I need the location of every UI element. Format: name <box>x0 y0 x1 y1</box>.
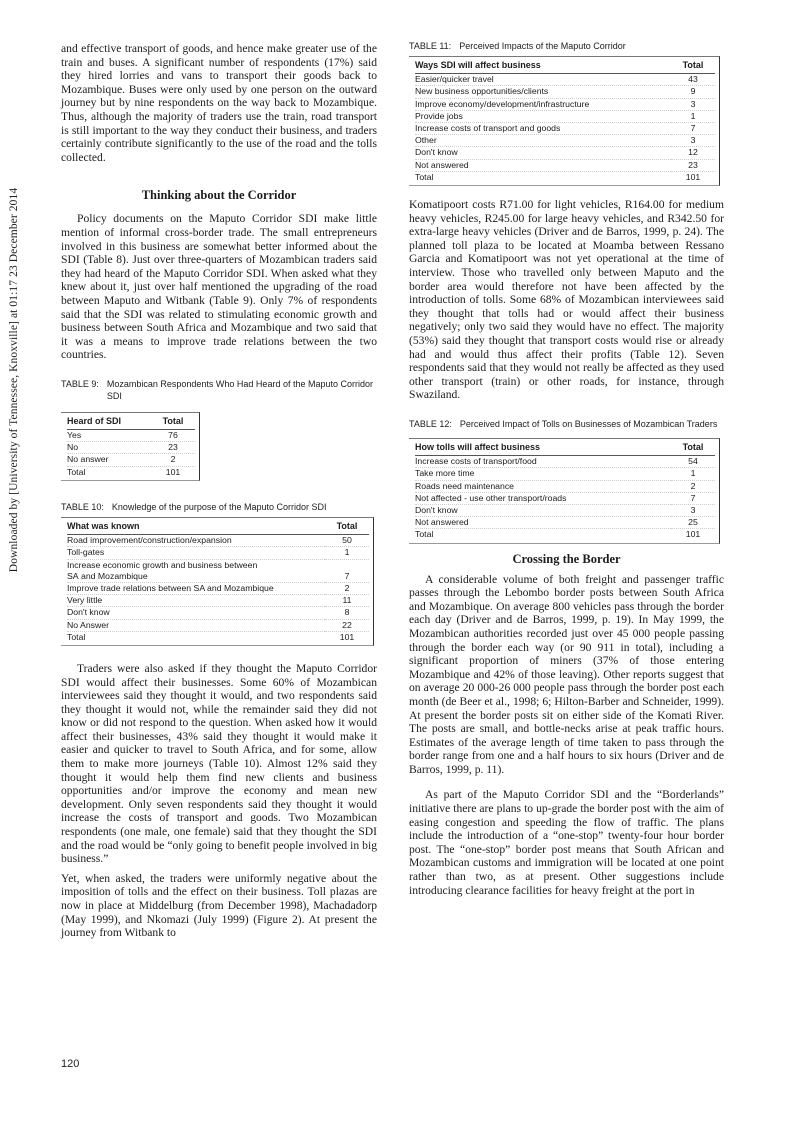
table-cell: 1 <box>325 547 369 559</box>
download-watermark <box>2 187 26 573</box>
table-cell: Total <box>67 631 86 642</box>
column-header: Total <box>671 60 715 74</box>
table-cell: Take more time <box>415 468 671 480</box>
table-cell: No <box>67 442 151 454</box>
paragraph: As part of the Maputo Corridor SDI and the “Borderlands” initiative there are plans to up-grade the border post with the aim of easing congestion and speeding the flow of traffic. The plans include the introduction of a “one-stop” twenty-four hour border post. The “one-stop” border post means that South African and Mozambican customs and immigration will be located at one point rather than two, as at present. Other suggestions include introducing clearance facilities for heavy freight at the port in <box>409 788 724 897</box>
table-header-row <box>415 442 715 456</box>
table-cell: Increase costs of transport/food <box>415 456 671 468</box>
table-row <box>415 135 715 147</box>
table-label: TABLE 9: <box>61 378 99 389</box>
table-row <box>67 631 369 643</box>
left-column <box>61 42 377 940</box>
table-header-row <box>67 416 195 430</box>
table-cell: Yes <box>67 430 151 442</box>
table-row <box>415 110 715 122</box>
column-header: Ways SDI will affect business <box>415 60 671 74</box>
table-cell: 101 <box>685 529 701 540</box>
table-cell: 12 <box>671 147 715 159</box>
table-cell: Improve economy/development/infrastructure <box>415 98 671 110</box>
table-caption-text: Knowledge of the purpose of the Maputo Corridor SDI <box>111 501 327 512</box>
table-cell: 2 <box>325 582 369 594</box>
table-9-caption <box>61 378 377 402</box>
page-number: 120 <box>61 1058 80 1070</box>
table-10 <box>61 517 374 646</box>
column-header: Heard of SDI <box>67 416 151 430</box>
table-row <box>67 547 369 559</box>
table-row <box>415 456 715 468</box>
download-note: Downloaded by [University of Tennessee, Knoxville] at 01:17 23 December 2014 <box>8 187 20 573</box>
table-row <box>67 619 369 631</box>
right-column <box>409 42 724 897</box>
table-row <box>67 442 195 454</box>
paragraph: A considerable volume of both freight and passenger traffic passes through the Lebombo border posts between South Africa and Mozambique. On average 800 vehicles pass through the border each day (Driver and de Barros, 1999, p. 19). In May 1999, the Mozambican authorities recorded just over 45 000 people passing through the border each way (or 90 911 in total), including a significant proportion of miners (37% of those entering Mozambique and 42% of those leaving). Other reports suggest that on average 20 000-26 000 people pass through the border post each month (de Beer et al., 1998; 6; Hilton-Barber and Schneider, 1999). At present the border posts sit on either side of the Komati River. The posts are small, and bottle-necks arise at peak traffic hours. Estimates of the average length of time taken to pass through the border range from one and a half hours to six hours (Driver and de Barros, 1999, p. 11). <box>409 572 724 776</box>
table-header-row <box>415 60 715 74</box>
table-cell: 25 <box>671 517 715 529</box>
table-row <box>67 535 369 547</box>
table-cell: 22 <box>325 619 369 631</box>
table-row <box>67 607 369 619</box>
paragraph: Komatipoort costs R71.00 for light vehicles, R164.00 for medium heavy vehicles, R245.00 for large heavy vehicles, and R342.50 for extra-large heavy vehicles (Driver and de Barros, 1999, p. 24). The planned toll plaza to be located at Moamba between Ressano Garcia and Komatipoort was not yet operational at the time of interview. Those who travelled only between Maputo and the border area would therefore not have been affected by the introduction of tolls. Some 68% of Mozambican interviewees said they thought that tolls had or would affect their business negatively; only two said they would have no effect. The majority (53%) said they thought that transport costs would rise or already had and would thus affect their profits (Table 12). Seven respondents said that they would not really be affected as they used other transport (train) or other roads, for instance, through Swaziland. <box>409 198 724 402</box>
table-row <box>415 159 715 171</box>
table-cell: New business opportunities/clients <box>415 86 671 98</box>
table-cell: 3 <box>671 135 715 147</box>
table-cell: 7 <box>325 559 369 582</box>
table-cell: Not answered <box>415 517 671 529</box>
table-cell: 3 <box>671 98 715 110</box>
table-row <box>415 529 715 541</box>
table-cell: Road improvement/construction/expansion <box>67 535 325 547</box>
table-label: TABLE 10: <box>61 501 104 512</box>
table-row <box>415 504 715 516</box>
table-caption-text: Perceived Impact of Tolls on Businesses of Mozambican Traders <box>459 418 718 429</box>
paragraph: and effective transport of goods, and hence make greater use of the train and buses. A significant number of respondents (17%) said they hired lorries and vans to transport their goods back to Mozambique. Buses were only used by one person on the outward journey but by nine respondents on the way back to Mozambique. Thus, although the majority of traders use the train, road transport is still important to the way they conduct their business, and traders certainly contribute significantly to the use of the road and the tolls collected. <box>61 42 377 164</box>
section-heading: Crossing the Border <box>512 551 621 566</box>
table-cell: Total <box>67 466 86 477</box>
table-row <box>67 595 369 607</box>
column-header: How tolls will affect business <box>415 442 671 456</box>
table-row <box>415 468 715 480</box>
table-row <box>415 98 715 110</box>
table-cell: Other <box>415 135 671 147</box>
table-label: TABLE 12: <box>409 418 452 429</box>
table-row <box>415 74 715 86</box>
table-row <box>415 86 715 98</box>
table-row <box>415 480 715 492</box>
table-cell: Improve trade relations between SA and Mozambique <box>67 582 325 594</box>
table-cell: No Answer <box>67 619 325 631</box>
paragraph: Yet, when asked, the traders were uniformly negative about the imposition of tolls and the effect on their business. Toll plazas are now in place at Middelburg (from December 1998), Machadadorp (May 1999), and Nkomazi (July 1999) (Figure 2). At present the journey from Witbank to <box>61 871 377 940</box>
table-row <box>67 454 195 466</box>
table-9 <box>61 412 200 481</box>
table-cell: 76 <box>151 430 195 442</box>
table-caption-text: Mozambican Respondents Who Had Heard of the Maputo Corridor SDI <box>106 378 373 401</box>
table-cell: 8 <box>325 607 369 619</box>
table-cell: Don't know <box>415 504 671 516</box>
table-row <box>67 582 369 594</box>
table-11-caption <box>409 40 724 52</box>
table-cell: Not answered <box>415 159 671 171</box>
table-cell: 2 <box>151 454 195 466</box>
table-cell: 101 <box>165 466 181 477</box>
table-cell: Not affected - use other transport/roads <box>415 492 671 504</box>
table-row <box>415 171 715 183</box>
table-cell: 9 <box>671 86 715 98</box>
table-cell: Roads need maintenance <box>415 480 671 492</box>
column-header: Total <box>671 442 715 456</box>
table-12 <box>409 438 720 544</box>
table-cell: Provide jobs <box>415 110 671 122</box>
table-cell: 2 <box>671 480 715 492</box>
table-row <box>67 466 195 478</box>
table-cell: 54 <box>671 456 715 468</box>
table-12-caption <box>409 418 724 430</box>
table-cell: 7 <box>671 492 715 504</box>
table-row <box>415 517 715 529</box>
column-header: What was known <box>67 521 325 535</box>
table-cell: Easier/quicker travel <box>415 74 671 86</box>
table-row <box>415 147 715 159</box>
paragraph: Traders were also asked if they thought the Maputo Corridor SDI would affect their businesses. Some 60% of Mozambican interviewees said they thought it would, and two respondents said they thought it would not, while the remainder said they did not know or did not respond to the question. When asked how it would affect their businesses, 43% said they thought it would make it easier and quicker to travel to South Africa, and for some, allow them to make more journeys (Table 10). Almost 12% said they thought it would help them find new clients and business opportunities and/or improve the economy and mean new development. Only seven respondents said they thought it would increase the costs of transport and goods. Two Mozambican respondents (one male, one female) said that they thought the SDI and the road would be “only going to benefit people involved in big business.” <box>61 661 377 866</box>
section-heading: Thinking about the Corridor <box>141 188 297 203</box>
table-10-caption <box>61 501 377 513</box>
table-caption-text: Perceived Impacts of the Maputo Corridor <box>459 41 626 51</box>
table-cell: 7 <box>671 123 715 135</box>
table-cell: 23 <box>671 159 715 171</box>
table-label: TABLE 11: <box>409 41 452 51</box>
table-cell: Toll-gates <box>67 547 325 559</box>
table-row <box>415 492 715 504</box>
table-cell: 50 <box>325 535 369 547</box>
table-row <box>415 123 715 135</box>
table-cell: 101 <box>339 631 355 642</box>
table-cell: 11 <box>325 595 369 607</box>
table-cell: 43 <box>671 74 715 86</box>
table-cell: Very little <box>67 595 325 607</box>
table-cell: Don't know <box>415 147 671 159</box>
table-row <box>67 430 195 442</box>
table-cell: Total <box>415 171 434 182</box>
table-cell: Total <box>415 529 434 540</box>
column-header: Total <box>151 416 195 430</box>
column-header: Total <box>325 521 369 535</box>
table-cell: No answer <box>67 454 151 466</box>
table-cell: Increase costs of transport and goods <box>415 123 671 135</box>
paragraph: Policy documents on the Maputo Corridor SDI make little mention of informal cross-border trade. The small entrepreneurs involved in this business are somewhat better informed about the SDI (Table 8). Just over three-quarters of Mozambican traders said they had heard of the Maputo Corridor SDI. When asked what they knew about it, just over half mentioned the upgrading of the road between Maputo and Witbank (Table 9). Only 7% of respondents said that the SDI was related to stimulating economic growth and business between South Africa and Mozambique and two said that it was a means to improve trade relations between the two countries. <box>61 212 377 362</box>
table-cell: 3 <box>671 504 715 516</box>
table-row <box>67 559 369 582</box>
table-cell: 23 <box>151 442 195 454</box>
table-cell: 1 <box>671 468 715 480</box>
table-11 <box>409 56 720 186</box>
table-header-row <box>67 521 369 535</box>
table-cell: 1 <box>671 110 715 122</box>
table-cell: 101 <box>685 171 701 182</box>
table-cell: Increase economic growth and business between SA and Mozambique <box>67 559 325 582</box>
table-cell: Don't know <box>67 607 325 619</box>
